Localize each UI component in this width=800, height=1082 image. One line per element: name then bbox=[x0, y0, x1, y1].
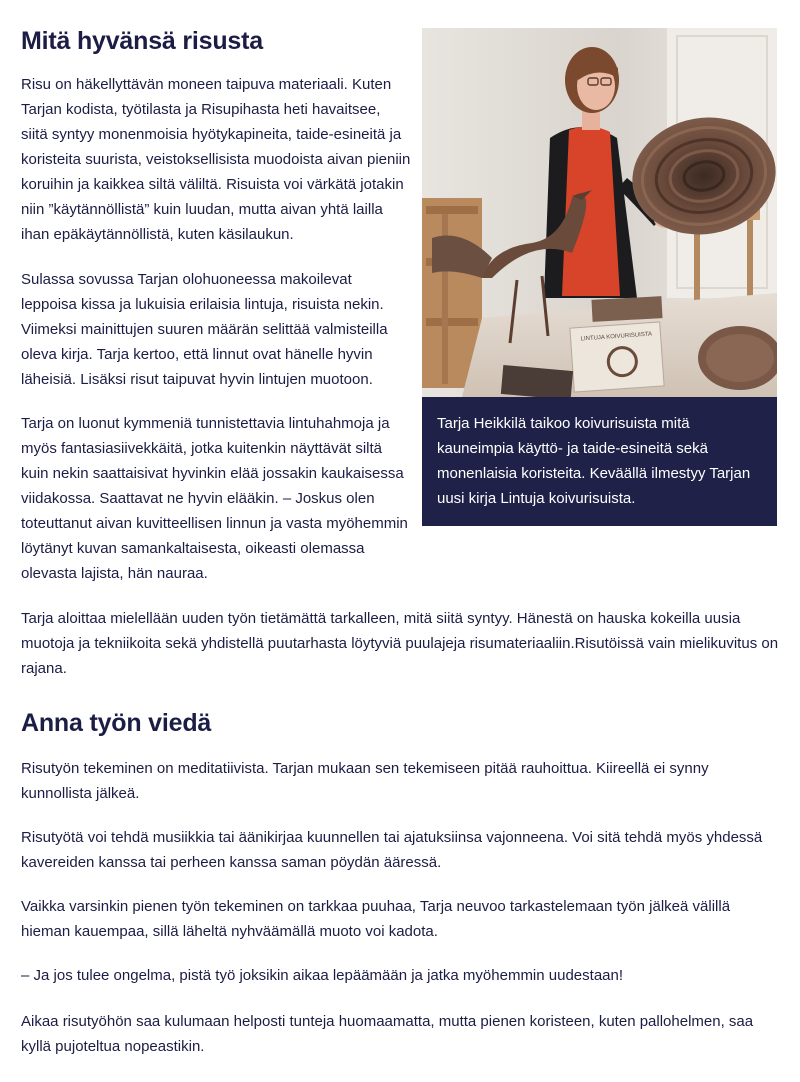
figure-caption bbox=[422, 397, 777, 526]
article-figure bbox=[422, 28, 777, 526]
paragraph-6: Risutyötä voi tehdä musiikkia tai äänikirjaa kuunnellen tai ajatuksiinsa vajonneena. Voi sitä tehdä myös yhdessä kavereiden kanssa tai perheen kanssa saman pöydän ääressä. bbox=[21, 829, 763, 871]
paragraph-8: – Ja jos tulee ongelma, pistä työ joksikin aikaa lepäämään ja jatka myöhemmin uudestaan! bbox=[21, 967, 624, 984]
paragraph-9: Aikaa risutyöhön saa kulumaan helposti tunteja huomaamatta, mutta pienen koristeen, kuten pallohelmen, saa kyllä pujoteltua nopeastikin. bbox=[21, 1013, 754, 1055]
paragraph-3: Tarja on luonut kymmeniä tunnistettavia lintuhahmoja ja myös fantasiasiivekkäitä, jotka kuitenkin näyttävät siltä kuin nekin saattaisivat hyvinkin elää jossakin kaukaisessa viidakossa. Saattavat ne hyvin elääkin. – Joskus olen toteuttanut aivan kuvitteellisen linnun ja vasta myöhemmin löytänyt kuvan samankaltaisesta, oikeasti olemassa olevasta lajista, hän nauraa. bbox=[21, 415, 408, 582]
photo-woman-with-birch-twig-crafts bbox=[422, 28, 777, 397]
section-heading-anna-tyon-vieda: Anna työn viedä bbox=[21, 709, 212, 737]
paragraph-1: Risu on häkellyttävän moneen taipuva materiaali. Kuten Tarjan kodista, työtilasta ja Risupihasta heti havaitsee, siitä syntyy monenmoisia hyötykapineita, taide-esineitä ja koristeita suurista, veistoksellisista muodoista aivan pieniin koruihin ja kaikkea siltä väliltä. Risuista voi värkätä jotakin niin ”käytännöllistä” kuin luudan, mutta aivan yhtä lailla ihan epäkäytännöllistä, kuten käsilaukun. bbox=[21, 76, 411, 243]
paragraph-2: Sulassa sovussa Tarjan olohuoneessa makoilevat leppoisa kissa ja lukuisia erilaisia lintuja, risuista nekin. Viimeksi mainittujen suuren määrän selittää valmisteilla oleva kirja. Tarja kertoo, että linnut ovat hänelle hyvin läheisiä. Lisäksi risut taipuvat hyvin lintujen muotoon. bbox=[21, 271, 388, 388]
paragraph-4: Tarja aloittaa mielellään uuden työn tietämättä tarkalleen, mitä siitä syntyy. Hänestä on hauska kokeilla uusia muotoja ja tekniikoita sekä yhdistellä puutarhasta löytyviä puulajeja risumateriaaliin.Risutöissä vain mielikuvitus on rajana. bbox=[21, 610, 779, 677]
book-cover-title: LINTUJA KOIVURISUISTA bbox=[580, 331, 653, 343]
paragraph-5: Risutyön tekeminen on meditatiivista. Tarjan mukaan sen tekemiseen pitää rauhoittua. Kiireellä ei synny kunnollista jälkeä. bbox=[21, 760, 709, 802]
paragraph-7: Vaikka varsinkin pienen työn tekeminen on tarkkaa puuhaa, Tarja neuvoo tarkastelemaan työn jälkeä välillä hieman kauempaa, sillä läheltä nyhväämällä muoto voi kadota. bbox=[21, 898, 731, 940]
section-heading-mita-hyvansa-risusta: Mitä hyvänsä risusta bbox=[21, 27, 263, 55]
caption-text: Tarja Heikkilä taikoo koivurisuista mitä kauneimpia käyttö- ja taide-esineitä sekä monenlaisia koristeita. Keväällä ilmestyy Tarjan uusi kirja Lintuja koivurisuista. bbox=[437, 415, 751, 507]
